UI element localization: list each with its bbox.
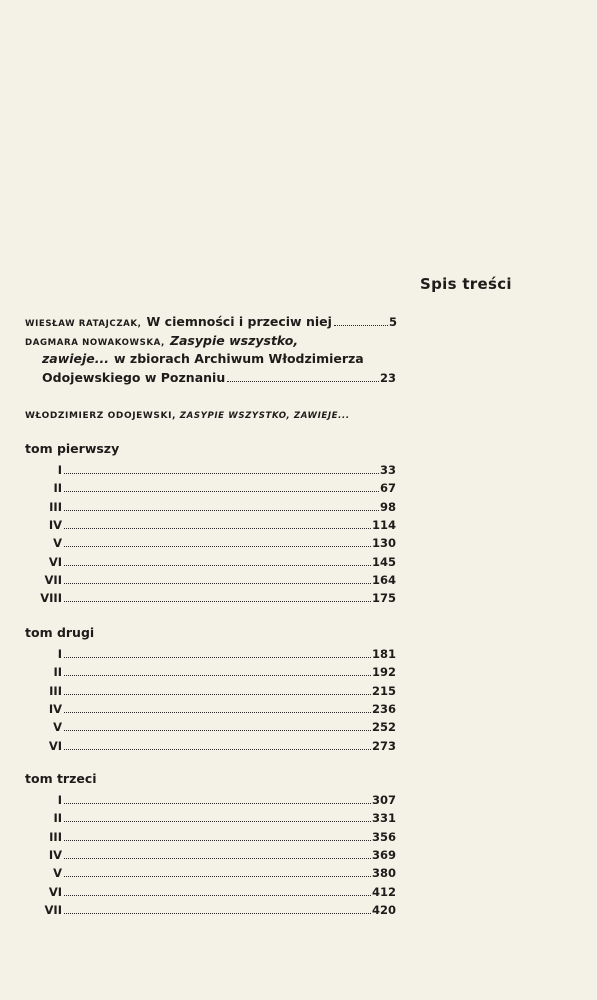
chapter-page: 356 bbox=[371, 829, 396, 844]
volume-heading: tom drugi bbox=[25, 625, 95, 640]
toc-entry-title: Odojewskiego w Poznaniu bbox=[42, 370, 226, 385]
toc-entry-author: DAGMARA NOWAKOWSKA, bbox=[25, 338, 165, 348]
chapter-page: 420 bbox=[371, 902, 396, 917]
chapter-number: III bbox=[49, 499, 62, 514]
volume-heading: tom trzeci bbox=[25, 771, 97, 786]
toc-chapter-row[interactable] bbox=[20, 793, 396, 807]
chapter-page: 307 bbox=[371, 793, 396, 807]
chapter-number: V bbox=[53, 536, 62, 551]
toc-entry-nowakowska-line2[interactable] bbox=[42, 351, 364, 366]
toc-entry-page: 5 bbox=[388, 315, 397, 329]
chapter-number: VI bbox=[48, 554, 62, 569]
chapter-page: 114 bbox=[371, 517, 396, 532]
toc-entry-page: 23 bbox=[379, 371, 396, 385]
toc-chapter-row[interactable] bbox=[20, 848, 396, 862]
chapter-number: IV bbox=[48, 847, 62, 862]
toc-chapter-row[interactable] bbox=[20, 573, 396, 587]
chapter-page: 369 bbox=[371, 847, 396, 862]
dot-leader bbox=[64, 730, 371, 731]
toc-chapter-row[interactable] bbox=[20, 647, 396, 661]
chapter-page: 331 bbox=[371, 811, 396, 826]
chapter-page: 192 bbox=[371, 665, 396, 680]
chapter-page: 252 bbox=[371, 720, 396, 735]
chapter-page: 175 bbox=[371, 591, 396, 606]
dot-leader bbox=[64, 565, 371, 566]
chapter-number: I bbox=[57, 647, 62, 661]
chapter-number: V bbox=[53, 720, 62, 735]
toc-chapter-row[interactable] bbox=[20, 481, 396, 495]
main-heading-title: ZASYPIE WSZYSTKO, ZAWIEJE... bbox=[179, 411, 350, 421]
chapter-number: II bbox=[53, 665, 62, 680]
chapter-page: 236 bbox=[371, 701, 396, 716]
toc-chapter-row[interactable] bbox=[20, 720, 396, 734]
toc-entry-nowakowska-line1[interactable] bbox=[25, 333, 298, 348]
chapter-page: 181 bbox=[371, 647, 396, 661]
dot-leader bbox=[64, 840, 371, 841]
chapter-number: VII bbox=[44, 572, 62, 587]
dot-leader bbox=[334, 325, 388, 326]
chapter-page: 412 bbox=[371, 884, 396, 899]
chapter-page: 164 bbox=[371, 572, 396, 587]
toc-entry-author: WIESŁAW RATAJCZAK, bbox=[25, 319, 142, 329]
dot-leader bbox=[64, 858, 371, 859]
dot-leader bbox=[64, 821, 371, 822]
dot-leader bbox=[64, 749, 371, 750]
chapter-number: VI bbox=[48, 738, 62, 753]
dot-leader bbox=[64, 546, 371, 547]
main-heading-author: WŁODZIMIERZ ODOJEWSKI, bbox=[25, 411, 177, 421]
dot-leader bbox=[64, 913, 371, 914]
toc-chapter-row[interactable] bbox=[20, 684, 396, 698]
toc-chapter-row[interactable] bbox=[20, 500, 396, 514]
chapter-number: IV bbox=[48, 517, 62, 532]
chapter-number: VIII bbox=[40, 591, 62, 606]
toc-entry-title-italic: zawieje... bbox=[42, 351, 110, 366]
chapter-number: VI bbox=[48, 884, 62, 899]
toc-chapter-row[interactable] bbox=[20, 665, 396, 679]
dot-leader bbox=[64, 803, 371, 804]
chapter-page: 98 bbox=[379, 499, 396, 514]
chapter-number: V bbox=[53, 866, 62, 881]
dot-leader bbox=[64, 675, 371, 676]
dot-leader bbox=[64, 895, 371, 896]
chapter-page: 380 bbox=[371, 866, 396, 881]
toc-chapter-row[interactable] bbox=[20, 866, 396, 880]
dot-leader bbox=[64, 601, 371, 602]
page-title: Spis treści bbox=[420, 275, 512, 293]
toc-chapter-row[interactable] bbox=[20, 702, 396, 716]
toc-entry-title-italic: Zasypie wszystko, bbox=[169, 333, 299, 348]
chapter-number: II bbox=[53, 811, 62, 826]
chapter-page: 145 bbox=[371, 554, 396, 569]
chapter-number: VII bbox=[44, 902, 62, 917]
toc-chapter-row[interactable] bbox=[20, 536, 396, 550]
toc-chapter-row[interactable] bbox=[20, 463, 396, 477]
dot-leader bbox=[227, 381, 379, 382]
main-heading bbox=[25, 411, 350, 421]
toc-chapter-row[interactable] bbox=[20, 830, 396, 844]
dot-leader bbox=[64, 876, 371, 877]
toc-chapter-row[interactable] bbox=[20, 739, 396, 753]
chapter-page: 130 bbox=[371, 536, 396, 551]
chapter-number: IV bbox=[48, 701, 62, 716]
chapter-page: 67 bbox=[379, 481, 396, 496]
dot-leader bbox=[64, 510, 379, 511]
dot-leader bbox=[64, 528, 371, 529]
chapter-page: 215 bbox=[371, 683, 396, 698]
toc-chapter-row[interactable] bbox=[20, 885, 396, 899]
toc-chapter-row[interactable] bbox=[20, 591, 396, 605]
toc-entry-title: w zbiorach Archiwum Włodzimierza bbox=[114, 351, 364, 366]
chapter-number: II bbox=[53, 481, 62, 496]
dot-leader bbox=[64, 491, 379, 492]
chapter-number: III bbox=[49, 683, 62, 698]
toc-chapter-row[interactable] bbox=[20, 811, 396, 825]
toc-entry-ratajczak[interactable] bbox=[25, 314, 397, 329]
chapter-number: III bbox=[49, 829, 62, 844]
chapter-number: I bbox=[57, 793, 62, 807]
toc-chapter-row[interactable] bbox=[20, 518, 396, 532]
toc-entry-nowakowska-line3[interactable] bbox=[42, 370, 396, 385]
dot-leader bbox=[64, 473, 379, 474]
volume-heading: tom pierwszy bbox=[25, 441, 120, 456]
toc-entry-title: W ciemności i przeciw niej bbox=[146, 314, 332, 329]
dot-leader bbox=[64, 583, 371, 584]
chapter-page: 273 bbox=[371, 738, 396, 753]
toc-chapter-row[interactable] bbox=[20, 555, 396, 569]
dot-leader bbox=[64, 657, 371, 658]
dot-leader bbox=[64, 694, 371, 695]
dot-leader bbox=[64, 712, 371, 713]
chapter-page: 33 bbox=[379, 463, 396, 477]
toc-chapter-row[interactable] bbox=[20, 903, 396, 917]
chapter-number: I bbox=[57, 463, 62, 477]
